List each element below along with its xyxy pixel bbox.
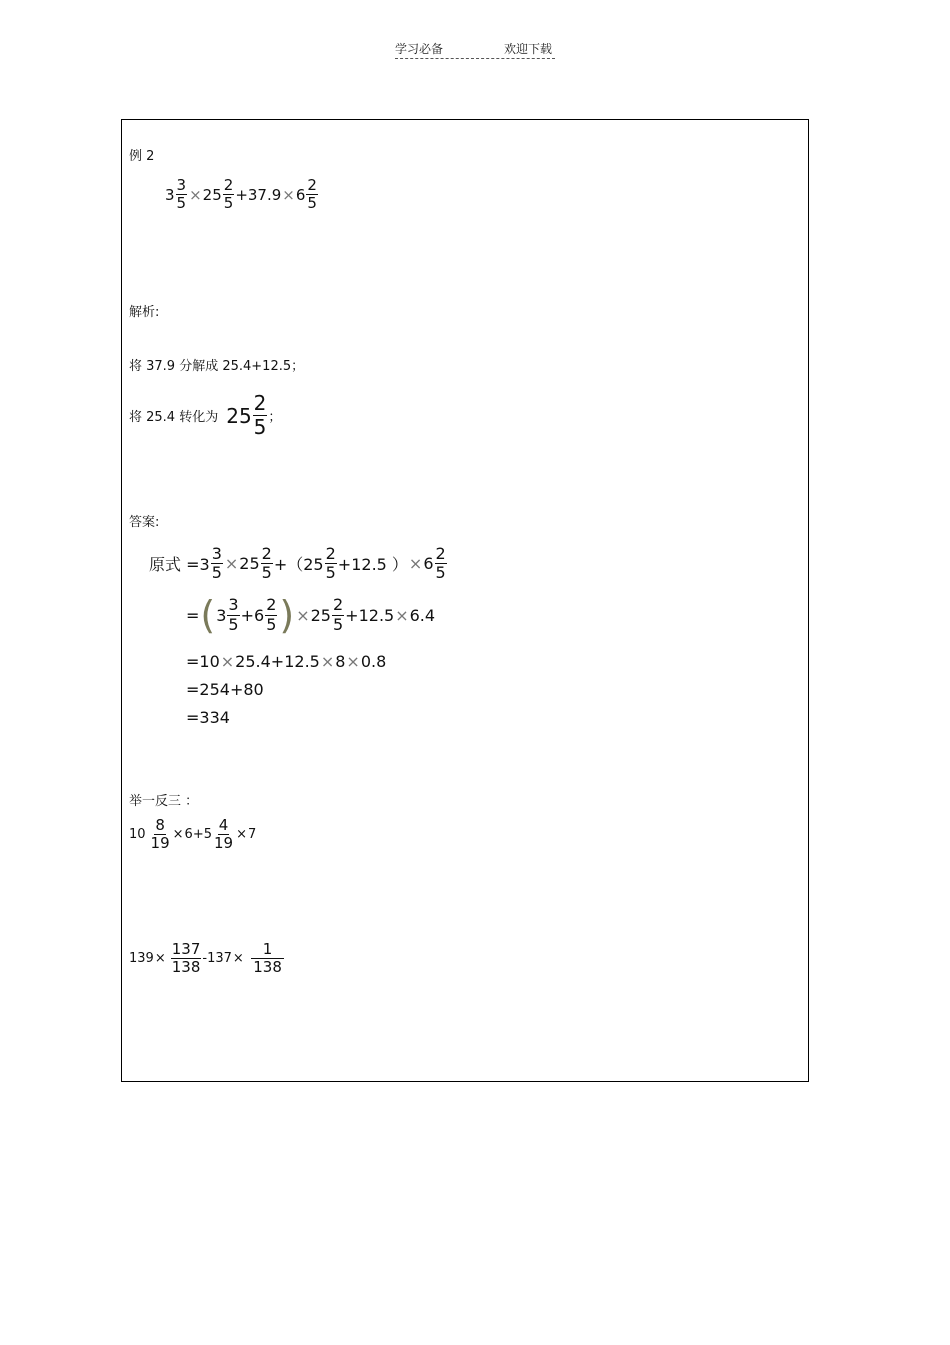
answer-line4: =254+80 xyxy=(186,680,264,699)
header-right: 欢迎下载 xyxy=(504,42,553,56)
analysis-line1: 将 37.9 分解成 25.4+12.5； xyxy=(129,359,305,374)
analysis-line2: 将 25.4 转化为 25 $\frac{2}{5}$ ； xyxy=(129,391,282,439)
analysis-label: 解析: xyxy=(129,305,160,320)
practice-problem-2: 139 × $\frac{137}{138}$ -137 × $\frac{1}{138}$ xyxy=(129,941,285,977)
practice-problem-1: 10 $\frac{8}{19}$ × 6+5 $\frac{4}{19}$ × 7 xyxy=(129,816,257,853)
example-label: 例 2 xyxy=(129,149,155,164)
answer-line2: = ( 3 $\frac{3}{5}$ +6 $\frac{2}{5}$ ) × 25 $\frac{2}{5}$ +12.5 × 6.4 xyxy=(186,593,436,637)
header-left: 学习必备 xyxy=(395,42,444,56)
page-header xyxy=(395,40,555,59)
practice-label: 举一反三 ： xyxy=(129,794,199,809)
answer-line1: 原式 =3 $\frac{3}{5}$ × 25 $\frac{2}{5}$ +（25 $\frac{2}{5}$ +12.5 ） × 6 $\frac{2}{5}$ xyxy=(149,544,446,583)
content-box xyxy=(121,119,809,1082)
example-expression: 3 $\frac{3}{5}$ × 25 $\frac{2}{5}$ +37.9 × 6 $\frac{2}{5}$ xyxy=(165,176,317,213)
answer-line3: =10 × 25.4+12.5 × 8 × 0.8 xyxy=(186,652,387,671)
answer-label: 答案: xyxy=(129,515,160,530)
answer-line5: =334 xyxy=(186,708,230,727)
